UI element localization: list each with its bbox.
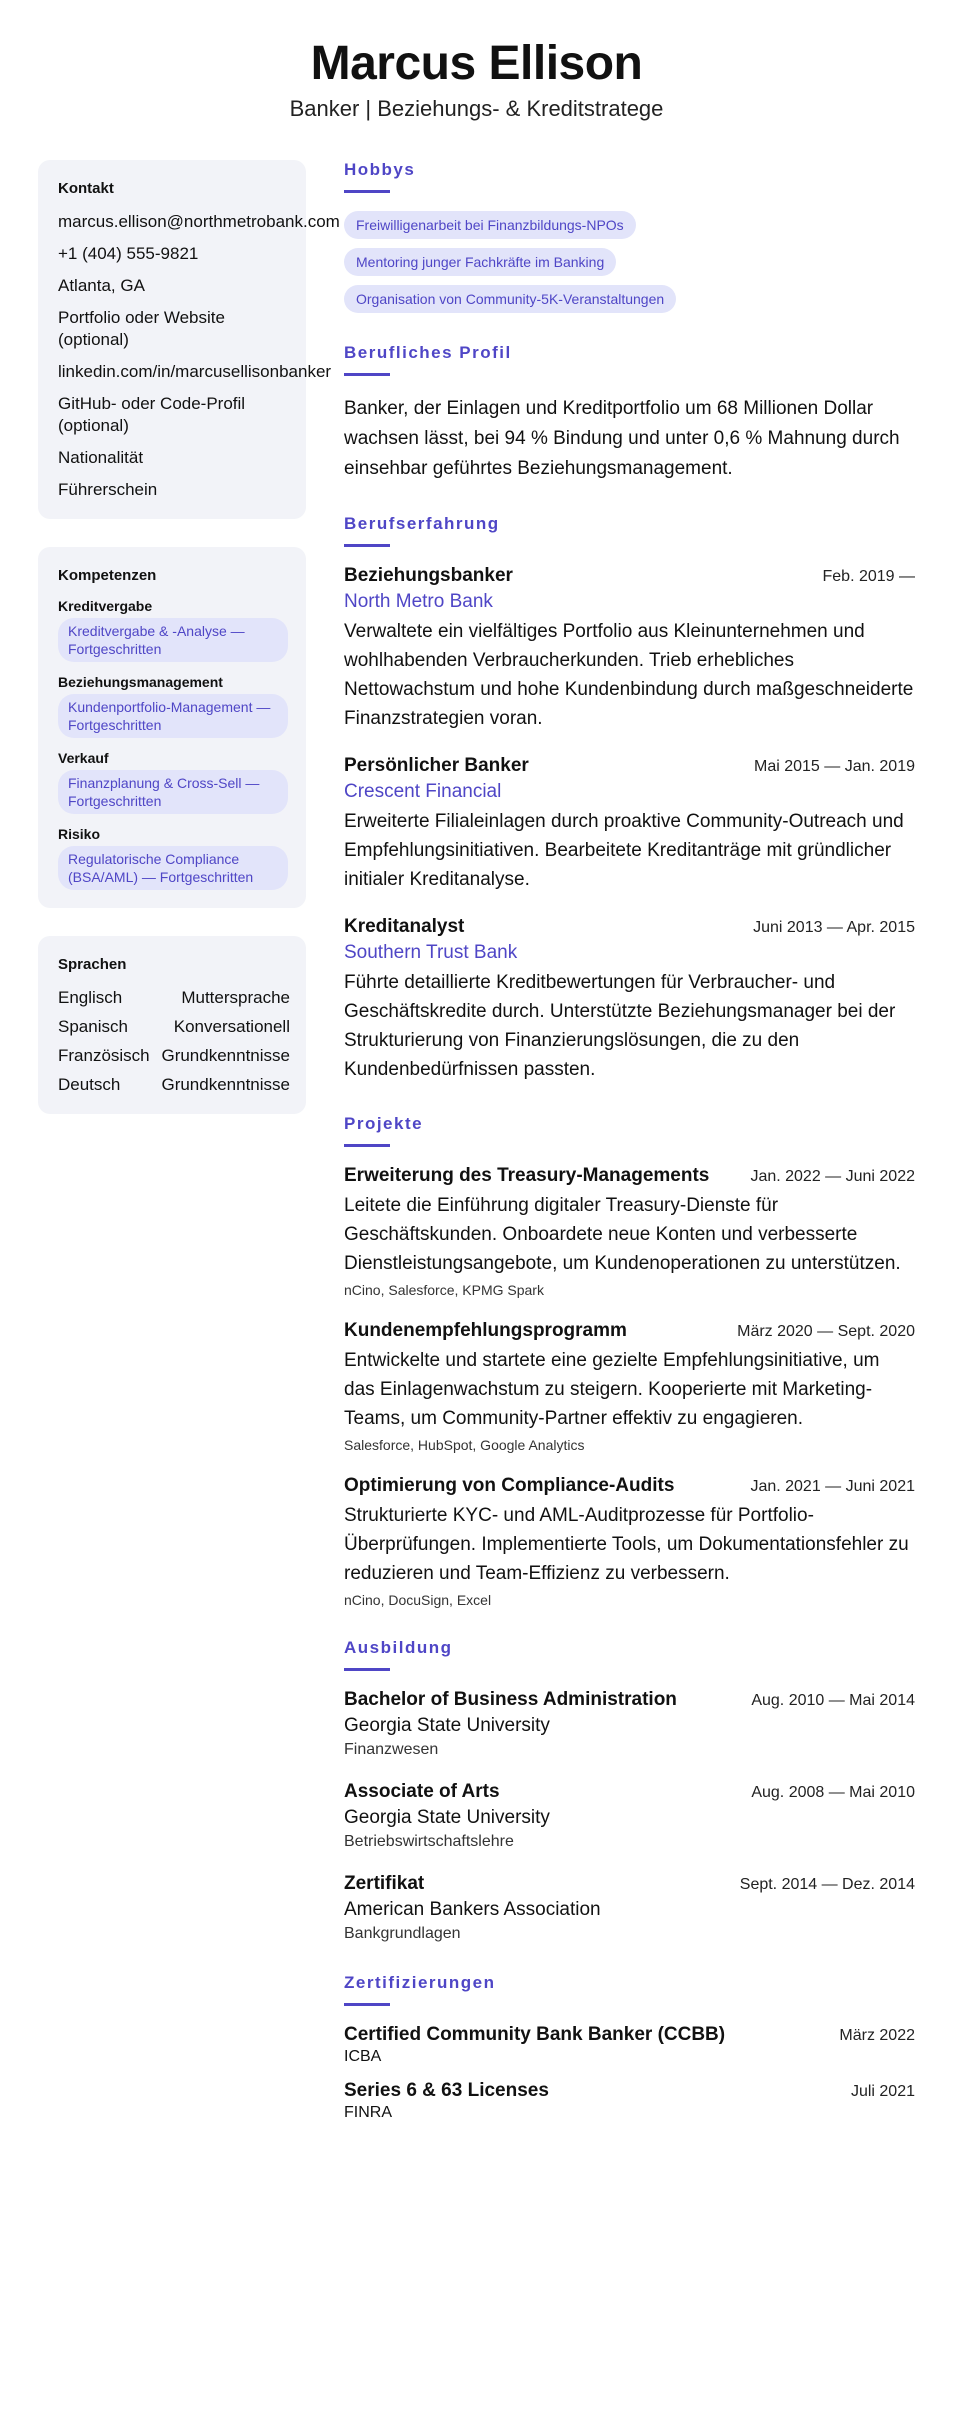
section-divider [344, 2003, 390, 2006]
job-title: Kreditanalyst [344, 916, 465, 937]
education-date: Aug. 2010 — Mai 2014 [751, 1692, 915, 1709]
contact-nationality: Nationalität [58, 448, 144, 467]
candidate-headline: Banker | Beziehungs- & Kreditstratege [289, 96, 664, 121]
skill-pill: Finanzplanung & Cross-Sell — Fortgeschritten [58, 770, 288, 814]
education-date: Sept. 2014 — Dez. 2014 [739, 1876, 915, 1893]
section-title: Berufserfahrung [344, 514, 500, 533]
experience-entry [344, 565, 915, 733]
certification-date: Juli 2021 [850, 2083, 915, 2100]
section-title: Projekte [344, 1114, 424, 1133]
skill-label: Beziehungsmanagement [58, 674, 223, 690]
school-name: American Bankers Association [344, 1899, 601, 1920]
skill-pill: Kreditvergabe & -Analyse — Fortgeschritten [58, 618, 288, 662]
experience-section [344, 514, 915, 1084]
project-date: März 2020 — Sept. 2020 [737, 1323, 915, 1340]
contact-title: Kontakt [58, 180, 114, 197]
certification-entry [344, 2024, 915, 2066]
section-divider [344, 373, 390, 376]
languages-card [38, 936, 306, 1114]
resume-header [0, 0, 953, 122]
certification-name: Series 6 & 63 Licenses [344, 2080, 549, 2101]
education-date: Aug. 2008 — Mai 2010 [751, 1784, 915, 1801]
sidebar [38, 160, 340, 1142]
skill-label: Verkauf [58, 750, 109, 766]
contact-card [38, 160, 340, 519]
field-of-study: Finanzwesen [344, 1741, 439, 1758]
section-divider [344, 1144, 390, 1147]
section-divider [344, 544, 390, 547]
profile-section [344, 343, 915, 484]
section-title: Berufliches Profil [344, 343, 512, 362]
company-name: Southern Trust Bank [344, 942, 518, 963]
certification-date: März 2022 [839, 2027, 915, 2044]
skill-group [58, 598, 306, 662]
language-row [58, 1074, 306, 1096]
section-divider [344, 1668, 390, 1671]
language-level: Grundkenntnisse [161, 1075, 290, 1094]
skill-group [58, 674, 306, 738]
main-content [344, 160, 915, 2152]
job-description: Verwaltete ein vielfältiges Portfolio aus Kleinunternehmen und wohlhabenden Verbraucherkunden. Trieb erhebliches Nettowachstum und hohe Kundenbindung durch maßgeschneiderte Finanzstrategien voran. [344, 621, 914, 729]
project-entry [344, 1320, 915, 1453]
project-name: Kundenempfehlungsprogramm [344, 1320, 627, 1341]
language-name: Französisch [58, 1046, 150, 1065]
degree-name: Associate of Arts [344, 1781, 500, 1802]
language-level: Konversationell [173, 1017, 290, 1036]
contact-linkedin[interactable]: linkedin.com/in/marcusellisonbanker [58, 362, 332, 381]
contact-location: Atlanta, GA [58, 276, 145, 295]
project-date: Jan. 2021 — Juni 2021 [750, 1478, 915, 1495]
job-title: Persönlicher Banker [344, 755, 529, 776]
school-name: Georgia State University [344, 1807, 550, 1828]
section-title: Ausbildung [344, 1638, 453, 1657]
section-title: Hobbys [344, 160, 416, 179]
skills-card [38, 547, 306, 908]
skill-group [58, 750, 306, 814]
hobby-pill: Organisation von Community-5K-Veranstaltungen [344, 285, 676, 313]
hobby-pill: Freiwilligenarbeit bei Finanzbildungs-NPOs [344, 211, 636, 239]
project-description: Strukturierte KYC- und AML-Auditprozesse für Portfolio-Überprüfungen. Implementierte Tools, um Dokumentationsfehler zu reduzieren und Team-Effizienz zu verbessern. [344, 1505, 909, 1584]
profile-summary: Banker, der Einlagen und Kreditportfolio um 68 Millionen Dollar wachsen lässt, bei 94 % Bindung und unter 0,6 % Mahnung durch einsehbar geführtes Beziehungsmanagement. [344, 398, 900, 479]
language-row [58, 1016, 306, 1038]
field-of-study: Betriebswirtschaftslehre [344, 1833, 514, 1850]
skill-group [58, 826, 306, 890]
project-name: Optimierung von Compliance-Audits [344, 1475, 675, 1496]
contact-github[interactable]: GitHub- oder Code-Profil (optional) [58, 394, 246, 435]
projects-section [344, 1114, 915, 1608]
hobby-pill: Mentoring junger Fachkräfte im Banking [344, 248, 616, 276]
job-date: Mai 2015 — Jan. 2019 [754, 758, 915, 775]
language-name: Englisch [58, 988, 123, 1007]
contact-license: Führerschein [58, 480, 158, 499]
education-entry [344, 1781, 915, 1851]
language-level: Grundkenntnisse [161, 1046, 290, 1065]
section-divider [344, 190, 390, 193]
project-entry [344, 1165, 915, 1298]
language-name: Deutsch [58, 1075, 121, 1094]
languages-title: Sprachen [58, 956, 127, 973]
school-name: Georgia State University [344, 1715, 550, 1736]
degree-name: Zertifikat [344, 1873, 425, 1894]
job-date: Juni 2013 — Apr. 2015 [753, 919, 915, 936]
project-description: Leitete die Einführung digitaler Treasury-Dienste für Geschäftskunden. Onboardete neue Konten und verbesserte Dienstleistungsangebote, um Kundenoperationen zu unterstützen. [344, 1195, 901, 1274]
project-tools: Salesforce, HubSpot, Google Analytics [344, 1437, 585, 1453]
company-name: Crescent Financial [344, 781, 502, 802]
certification-entry [344, 2080, 915, 2122]
job-description: Führte detaillierte Kreditbewertungen für Verbraucher- und Geschäftskredite durch. Unterstützte Beziehungsmanager bei der Strukturierung von Finanzierungslösungen, die zu den Kundenbedürfnissen passten. [344, 972, 896, 1080]
education-section [344, 1638, 915, 1943]
education-entry [344, 1873, 915, 1943]
project-name: Erweiterung des Treasury-Managements [344, 1165, 710, 1186]
skills-title: Kompetenzen [58, 567, 157, 584]
project-tools: nCino, DocuSign, Excel [344, 1592, 492, 1608]
contact-phone[interactable]: +1 (404) 555-9821 [58, 244, 199, 263]
skill-label: Kreditvergabe [58, 598, 153, 614]
language-name: Spanisch [58, 1017, 128, 1036]
section-title: Zertifizierungen [344, 1973, 496, 1992]
contact-email[interactable]: marcus.ellison@northmetrobank.com [58, 212, 340, 231]
experience-entry [344, 916, 915, 1084]
skill-pill: Kundenportfolio-Management — Fortgeschritten [58, 694, 288, 738]
contact-website[interactable]: Portfolio oder Website (optional) [58, 308, 225, 349]
hobbies-section [344, 160, 915, 313]
language-level: Muttersprache [181, 988, 290, 1007]
certification-name: Certified Community Bank Banker (CCBB) [344, 2024, 726, 2045]
project-description: Entwickelte und startete eine gezielte Empfehlungsinitiative, um das Einlagenwachstum zu steigern. Kooperierte mit Marketing-Teams, um Community-Partner effektiv zu engagieren. [344, 1350, 880, 1429]
skill-pill: Regulatorische Compliance (BSA/AML) — Fortgeschritten [58, 846, 288, 890]
language-row [58, 987, 306, 1009]
certification-issuer: ICBA [344, 2048, 382, 2065]
field-of-study: Bankgrundlagen [344, 1925, 461, 1942]
candidate-name: Marcus Ellison [310, 37, 643, 90]
certifications-section [344, 1973, 915, 2122]
language-row [58, 1045, 306, 1067]
project-date: Jan. 2022 — Juni 2022 [750, 1168, 915, 1185]
job-title: Beziehungsbanker [344, 565, 513, 586]
certification-issuer: FINRA [344, 2104, 392, 2121]
project-entry [344, 1475, 915, 1608]
project-tools: nCino, Salesforce, KPMG Spark [344, 1282, 544, 1298]
degree-name: Bachelor of Business Administration [344, 1689, 677, 1710]
experience-entry [344, 755, 915, 894]
education-entry [344, 1689, 915, 1759]
skill-label: Risiko [58, 826, 101, 842]
job-description: Erweiterte Filialeinlagen durch proaktive Community-Outreach und Empfehlungsinitiativen. Bearbeitete Kreditanträge mit gründlicher initialer Kreditanalyse. [344, 811, 904, 890]
company-name: North Metro Bank [344, 591, 493, 612]
job-date: Feb. 2019 — [822, 568, 915, 585]
